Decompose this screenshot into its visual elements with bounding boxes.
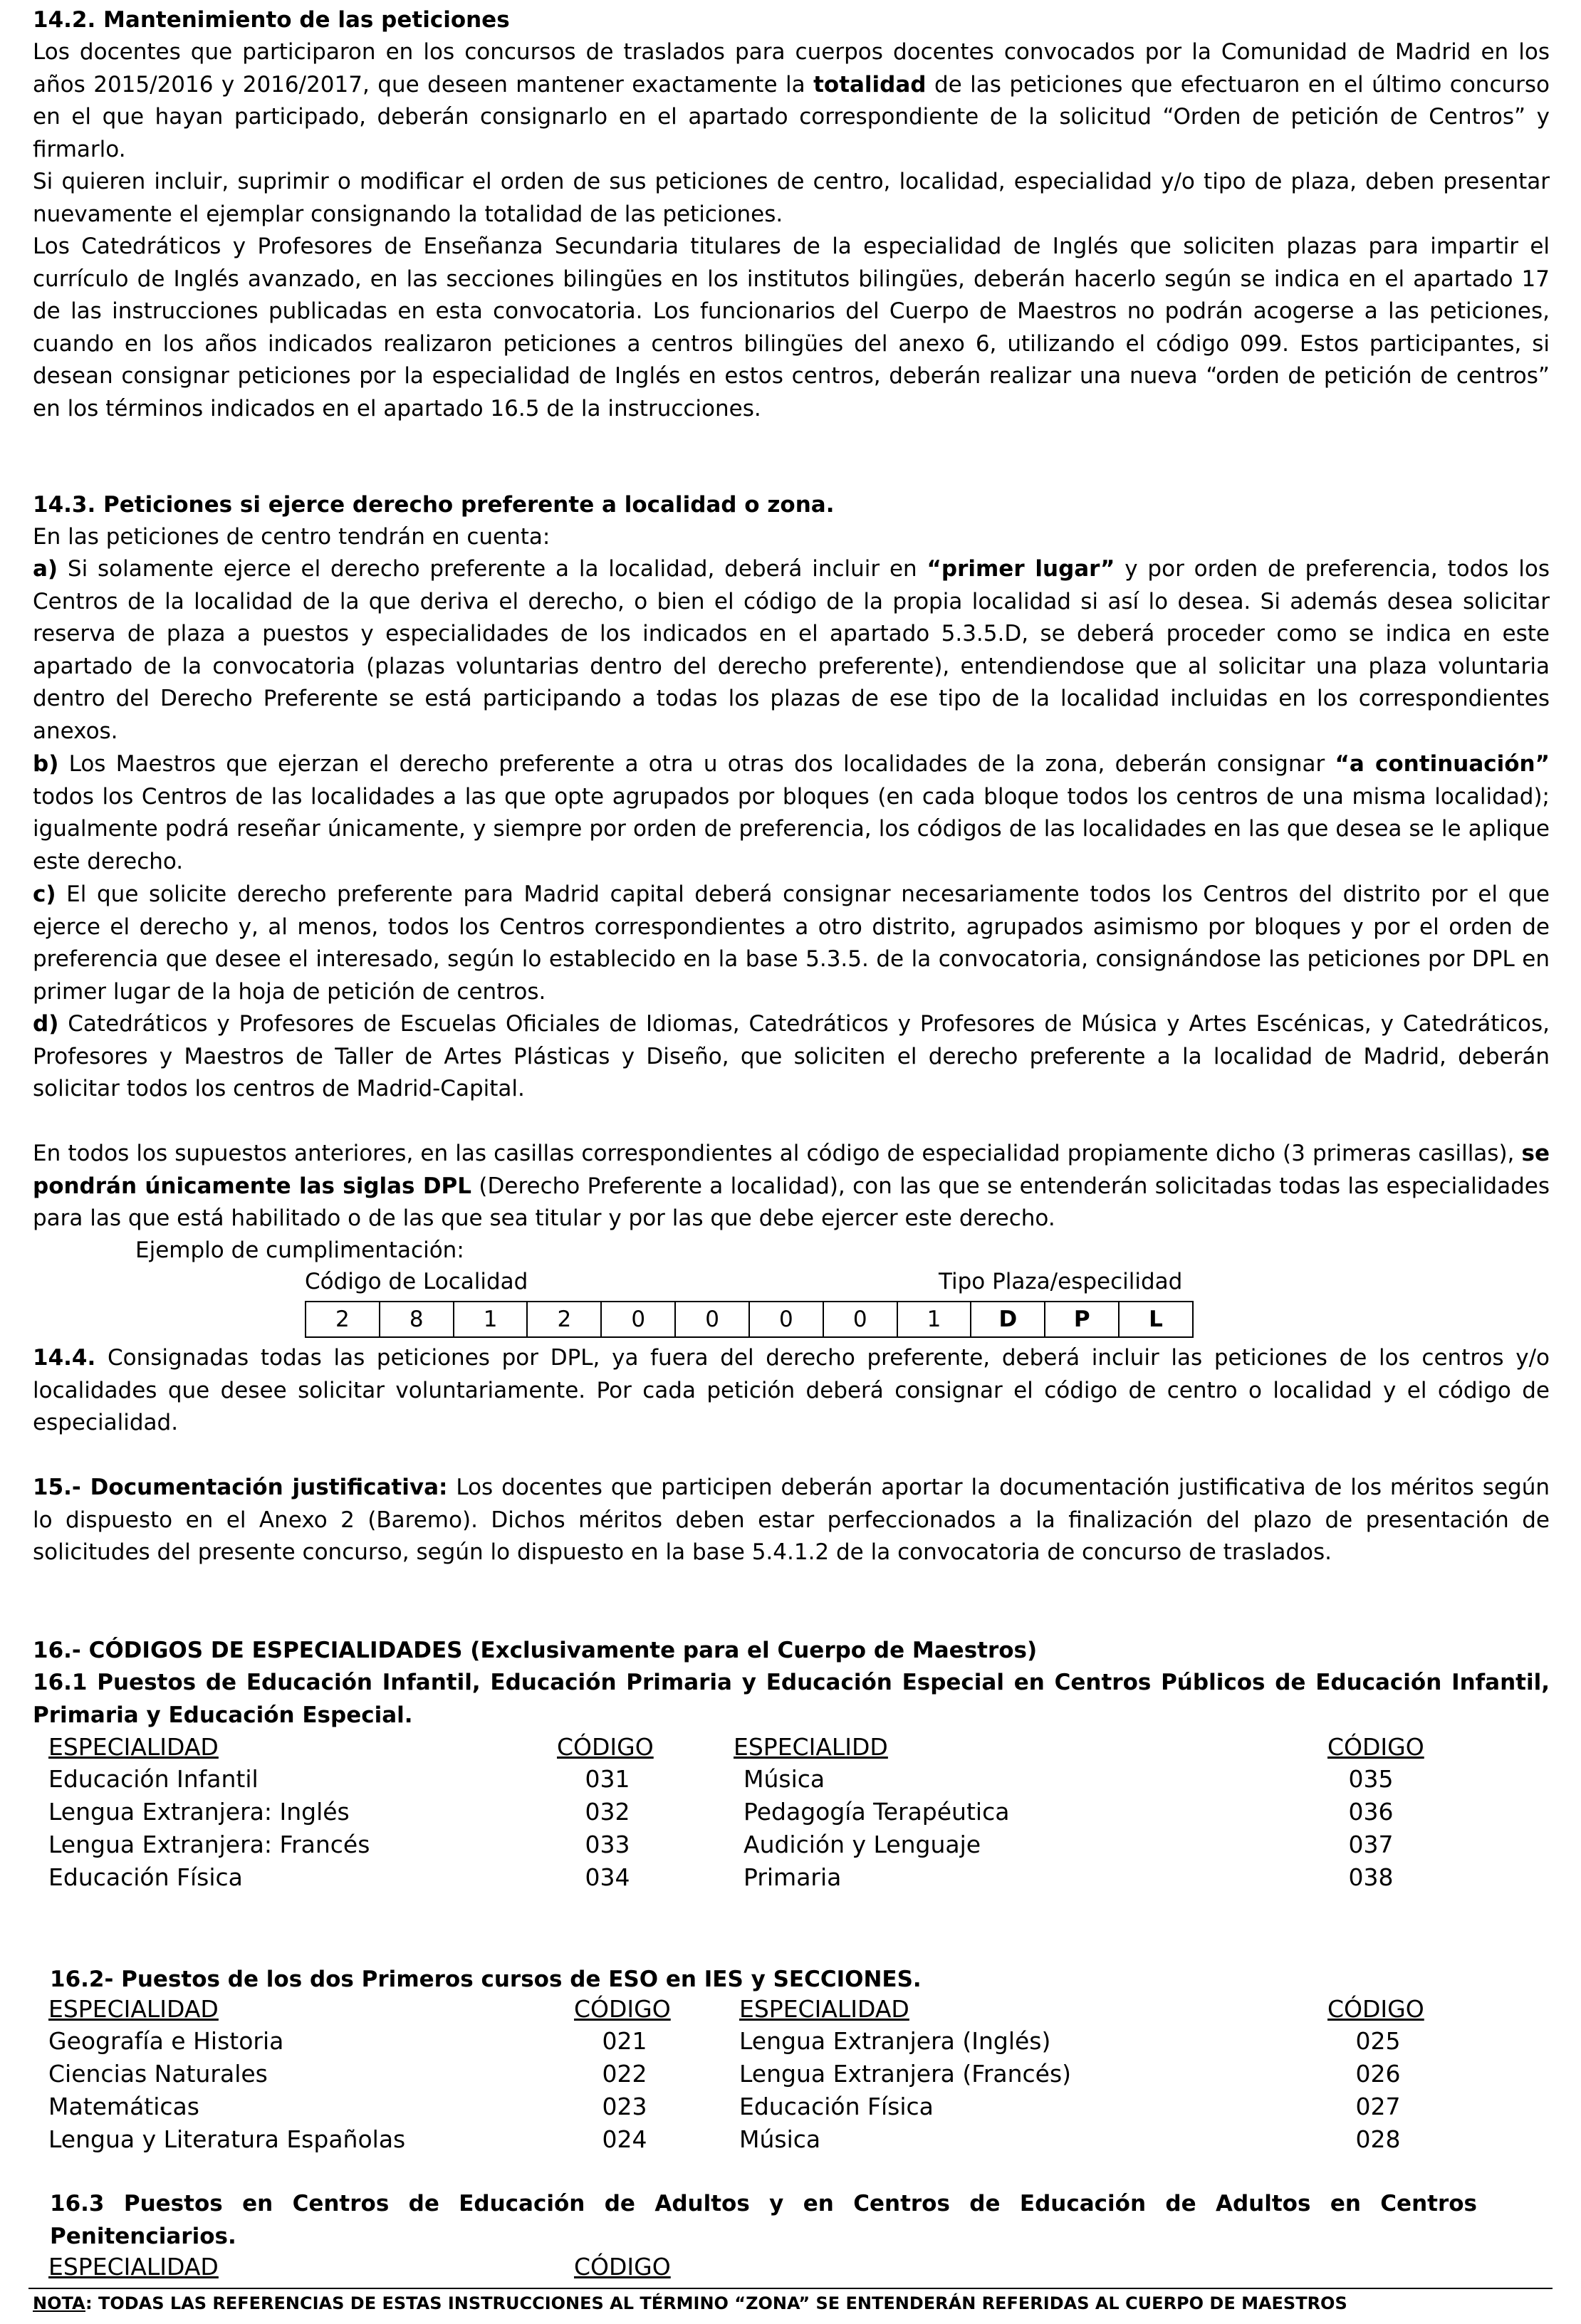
section-14-3-heading: 14.3. Peticiones si ejerce derecho preferente a localidad o zona.	[33, 492, 835, 518]
table-row: Lengua Extranjera: Inglés	[48, 1798, 350, 1826]
section-14-3-item-b: b) Los Maestros que ejerzan el derecho preferente a otra u otras dos localidades de la zona, deberán consignar “a continuación” todos los Centros de las localidades a las que opte agrupados por bloques (en cada bloque todos los centros de una misma localidad); igualmente podrá reseñar únicamente, y siempre por orden de preferencia, los códigos de las localidades en las que desea se le aplique este derecho.	[33, 751, 1550, 874]
table-row: 026	[1355, 2060, 1401, 2088]
code-box: P	[1045, 1302, 1120, 1336]
code-box: 2	[528, 1302, 602, 1336]
table-2-header-especialidad: ESPECIALIDAD	[48, 1995, 219, 2023]
table-1-header-codigo-2: CÓDIGO	[1327, 1733, 1424, 1761]
code-box: 1	[898, 1302, 972, 1336]
table-3-header-especialidad: ESPECIALIDAD	[48, 2253, 219, 2281]
table-row: 028	[1355, 2125, 1401, 2153]
code-box: 0	[750, 1302, 824, 1336]
table-row: Música	[743, 1765, 825, 1793]
section-14-2-heading: 14.2. Mantenimiento de las peticiones	[33, 7, 510, 33]
section-16-1-heading: 16.1 Puestos de Educación Infantil, Educación Primaria y Educación Especial en Centros Públicos de Educación Infantil, Primaria y Educación Especial.	[33, 1670, 1550, 1728]
section-14-2-paragraph-2: Si quieren incluir, suprimir o modificar el orden de sus peticiones de centro, localidad, especialidad y/o tipo de plaza, deben presentar nuevamente el ejemplar consignando la totalidad de las peticiones.	[33, 169, 1550, 227]
table-row: 025	[1355, 2027, 1401, 2055]
locality-code-label: Código de Localidad	[305, 1269, 528, 1294]
table-1-header-especialidad: ESPECIALIDAD	[48, 1733, 219, 1761]
code-box: 0	[824, 1302, 898, 1336]
section-14-3-item-c: c) El que solicite derecho preferente para Madrid capital deberá consignar necesariamente todos los Centros del distrito por el que ejerce el derecho y, al menos, todos los Centros correspondientes a otro distrito, agrupados asimismo por bloques y por el orden de preferencia que desee el interesado, según lo establecido en la base 5.3.5. de la convocatoria, consignándose las peticiones por DPL en primer lugar de la hoja de petición de centros.	[33, 881, 1550, 1005]
table-row: Matemáticas	[48, 2093, 199, 2120]
table-row: Educación Física	[739, 2093, 934, 2120]
table-row: 037	[1348, 1831, 1394, 1858]
table-1-header-especialidad-2: ESPECIALIDD	[734, 1733, 888, 1761]
example-code-boxes	[305, 1301, 1194, 1338]
table-row: 022	[602, 2060, 647, 2088]
footer-note: NOTA: TODAS LAS REFERENCIAS DE ESTAS INSTRUCCIONES AL TÉRMINO “ZONA” SE ENTENDERÁN REFERIDAS AL CUERPO DE MAESTROS	[33, 2293, 1347, 2313]
table-row: 035	[1348, 1765, 1394, 1793]
table-row: Lengua Extranjera (Francés)	[739, 2060, 1072, 2088]
table-row: Geografía e Historia	[48, 2027, 284, 2055]
code-box: D	[971, 1302, 1045, 1336]
section-14-3-intro: En las peticiones de centro tendrán en cuenta:	[33, 524, 551, 550]
table-row: 038	[1348, 1863, 1394, 1891]
code-box: 0	[676, 1302, 750, 1336]
table-3-header-codigo: CÓDIGO	[574, 2253, 671, 2281]
table-2-header-especialidad-2: ESPECIALIDAD	[739, 1995, 909, 2023]
table-row: 024	[602, 2125, 647, 2153]
table-1-header-codigo: CÓDIGO	[557, 1733, 654, 1761]
table-row: Lengua y Literatura Españolas	[48, 2125, 406, 2153]
table-row: 023	[602, 2093, 647, 2120]
table-row: 031	[585, 1765, 630, 1793]
code-box: L	[1149, 1307, 1163, 1332]
section-16-3-heading: 16.3 Puestos en Centros de Educación de Adultos y en Centros de Educación de Adultos en Centros Penitenciarios.	[50, 2191, 1477, 2249]
table-row: Educación Infantil	[48, 1765, 259, 1793]
table-row: 021	[602, 2027, 647, 2055]
section-14-2-paragraph-1: Los docentes que participaron en los concursos de traslados para cuerpos docentes convocados por la Comunidad de Madrid en los años 2015/2016 y 2016/2017, que deseen mantener exactamente la totalidad de las peticiones que efectuaron en el último concurso en el que hayan participado, deberán consignarlo en el apartado correspondiente de la solicitud “Orden de petición de Centros” y firmarlo.	[33, 39, 1550, 162]
plaza-type-label: Tipo Plaza/especilidad	[939, 1269, 1183, 1294]
table-row: 036	[1348, 1798, 1394, 1826]
table-row: 032	[585, 1798, 630, 1826]
code-box: 8	[380, 1302, 454, 1336]
example-label: Ejemplo de cumplimentación:	[135, 1237, 464, 1263]
table-row: Lengua Extranjera (Inglés)	[739, 2027, 1051, 2055]
table-row: 034	[585, 1863, 630, 1891]
section-14-3-item-a: a) Si solamente ejerce el derecho preferente a la localidad, deberá incluir en “primer lugar” y por orden de preferencia, todos los Centros de la localidad de la que deriva el derecho, o bien el código de la propia localidad si así lo desea. Si además desea solicitar reserva de plaza a puestos y especialidades de los indicados en el apartado 5.3.5.D, se deberá proceder como se indica en este apartado de la convocatoria (plazas voluntarias dentro del derecho preferente), entendiendose que al solicitar una plaza voluntaria dentro del Derecho Preferente se está participando a todas los plazas de ese tipo de la localidad incluidas en los correspondientes anexos.	[33, 556, 1550, 744]
table-row: Primaria	[743, 1863, 842, 1891]
table-row: Ciencias Naturales	[48, 2060, 268, 2088]
table-2-header-codigo-2: CÓDIGO	[1327, 1995, 1424, 2023]
table-row: Audición y Lenguaje	[743, 1831, 981, 1858]
table-2-header-codigo: CÓDIGO	[574, 1995, 671, 2023]
code-box: 0	[602, 1302, 676, 1336]
code-box: 1	[454, 1302, 528, 1336]
footer-rule	[28, 2288, 1553, 2289]
section-14-3-item-d: d) Catedráticos y Profesores de Escuelas Oficiales de Idiomas, Catedráticos y Profesores de Música y Artes Escénicas, y Catedráticos, Profesores y Maestros de Taller de Artes Plásticas y Diseño, que soliciten el derecho preferente a la localidad de Madrid, deberán solicitar todos los centros de Madrid-Capital.	[33, 1011, 1550, 1101]
section-14-4-paragraph: 14.4. Consignadas todas las peticiones por DPL, ya fuera del derecho preferente, deberá incluir las peticiones de los centros y/o localidades que desee solicitar voluntariamente. Por cada petición deberá consignar el código de centro o localidad y el código de especialidad.	[33, 1345, 1550, 1435]
table-row: 033	[585, 1831, 630, 1858]
section-14-2-paragraph-3: Los Catedráticos y Profesores de Enseñanza Secundaria titulares de la especialidad de Inglés que soliciten plazas para impartir el currículo de Inglés avanzado, en las secciones bilingües en los institutos bilingües, deberán hacerlo según se indica en el apartado 17 de las instrucciones publicadas en esta convocatoria. Los funcionarios del Cuerpo de Maestros no podrán acogerse a las peticiones, cuando en los años indicados realizaron peticiones a centros bilingües del anexo 6, utilizando el código 099. Estos participantes, si desean consignar peticiones por la especialidad de Inglés en estos centros, deberán realizar una nueva “orden de petición de centros” en los términos indicados en el apartado 16.5 de la instrucciones.	[33, 234, 1550, 422]
table-row: Pedagogía Terapéutica	[743, 1798, 1010, 1826]
section-16-2-heading: 16.2- Puestos de los dos Primeros cursos de ESO en IES y SECCIONES.	[50, 1967, 922, 1992]
code-box: 2	[306, 1302, 380, 1336]
section-16-heading: 16.- CÓDIGOS DE ESPECIALIDADES (Exclusivamente para el Cuerpo de Maestros)	[33, 1638, 1038, 1663]
table-row: Música	[739, 2125, 821, 2153]
section-15-paragraph: 15.- Documentación justificativa: Los docentes que participen deberán aportar la documentación justificativa de los méritos según lo dispuesto en el Anexo 2 (Baremo). Dichos méritos deben estar perfeccionados a la finalización del plazo de presentación de solicitudes del presente concurso, según lo dispuesto en la base 5.4.1.2 de la convocatoria de concurso de traslados.	[33, 1475, 1550, 1565]
section-14-3-dpl-paragraph: En todos los supuestos anteriores, en las casillas correspondientes al código de especialidad propiamente dicho (3 primeras casillas), se pondrán únicamente las siglas DPL (Derecho Preferente a localidad), con las que se entenderán solicitadas todas las especialidades para las que está habilitado o de las que sea titular y por las que debe ejercer este derecho.	[33, 1141, 1550, 1231]
table-row: 027	[1355, 2093, 1401, 2120]
table-row: Lengua Extranjera: Francés	[48, 1831, 370, 1858]
table-row: Educación Física	[48, 1863, 243, 1891]
